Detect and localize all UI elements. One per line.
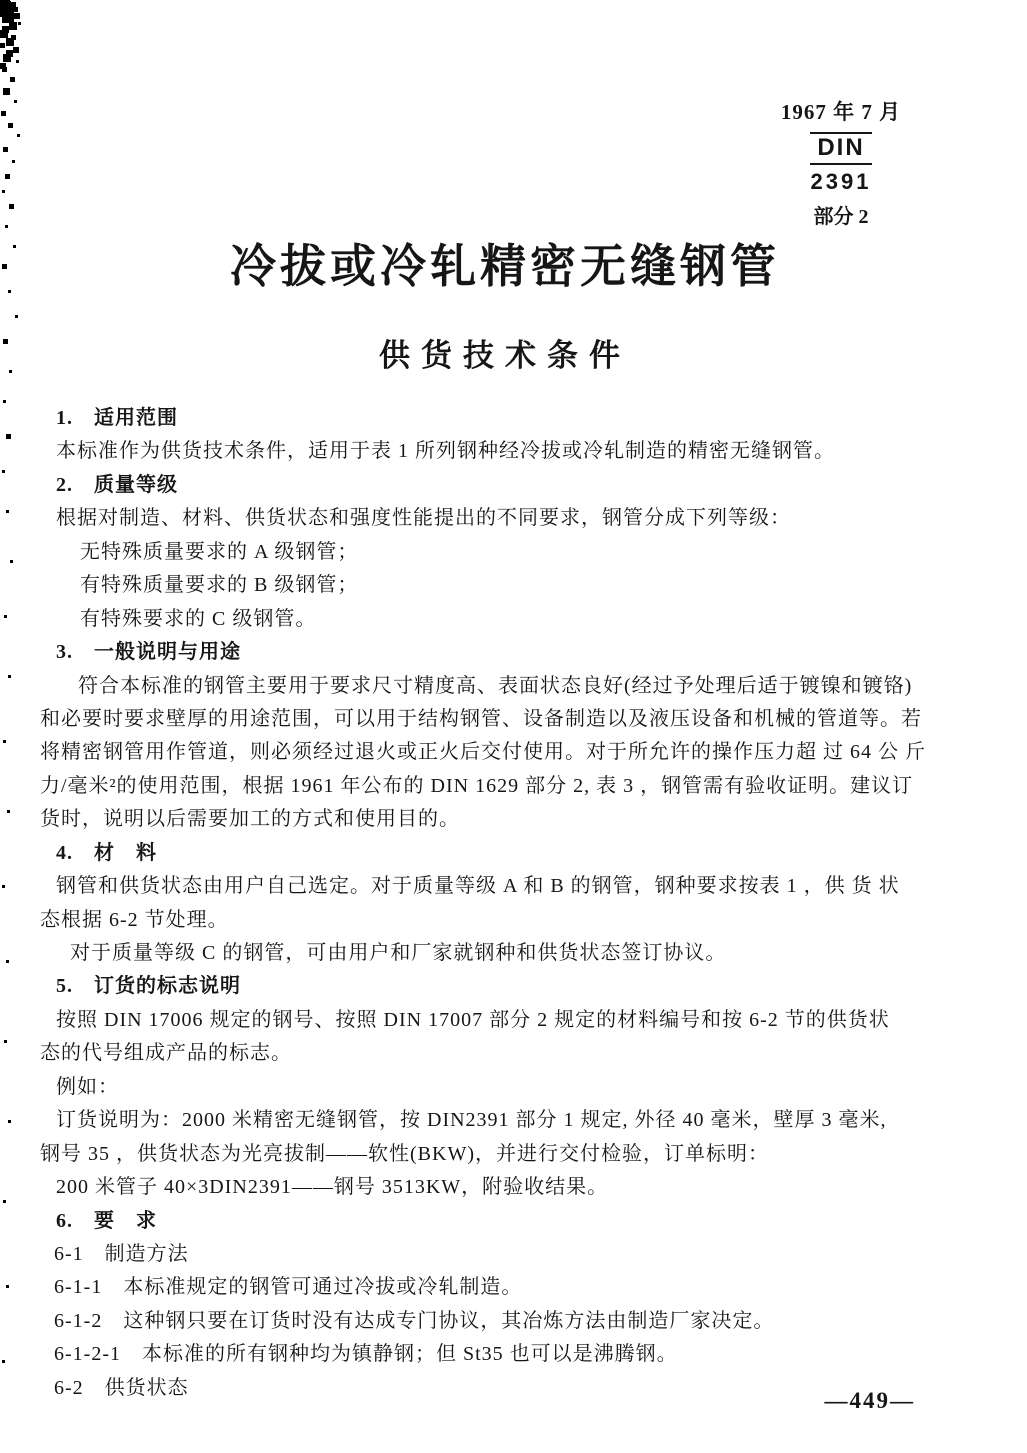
section-6-2-heading: 6-2 供货状态 <box>54 1376 189 1399</box>
standard-date: 1967 年 7 月 <box>780 100 902 124</box>
standard-number: 2391 <box>810 169 872 194</box>
standard-part: 部分 2 <box>813 206 869 228</box>
example-line-3: 200 米管子 40×3DIN2391——钢号 3513KW，附验收结果。 <box>56 1176 609 1199</box>
din-logo: DIN <box>810 132 871 165</box>
section-6-1-2: 6-1-2 这种钢只要在订货时没有达成专门协议，其冶炼方法由制造厂家决定。 <box>54 1309 775 1332</box>
section-3-line-5: 货时，说明以后需要加工的方式和使用目的。 <box>40 808 460 831</box>
section-3-heading: 3. 一般说明与用途 <box>56 641 241 664</box>
section-6-1-heading: 6-1 制造方法 <box>54 1242 189 1265</box>
standard-header-block <box>756 96 926 229</box>
section-1-paragraph: 本标准作为供货技术条件，适用于表 1 所列钢种经冷拔或冷轧制造的精密无缝钢管。 <box>56 440 835 463</box>
grade-c-item: 有特殊要求的 C 级钢管。 <box>80 607 317 630</box>
section-1-heading: 1. 适用范围 <box>56 407 178 429</box>
section-4-line-3: 对于质量等级 C 的钢管，可由用户和厂家就钢种和供货状态签订协议。 <box>70 942 727 964</box>
section-3-line-1: 符合本标准的钢管主要用于要求尺寸精度高、表面状态良好(经过予处理后适于镀镍和镀铬) <box>78 674 913 697</box>
scan-noise-left-edge <box>0 0 3 3</box>
section-6-1-1: 6-1-1 本标准规定的钢管可通过冷拔或冷轧制造。 <box>54 1276 523 1299</box>
section-2-paragraph: 根据对制造、材料、供货状态和强度性能提出的不同要求，钢管分成下列等级： <box>56 507 791 530</box>
document-body <box>40 402 990 1405</box>
grade-a-item: 无特殊质量要求的 A 级钢管； <box>80 540 359 563</box>
section-4-heading: 4. 材 料 <box>56 841 157 864</box>
example-line-2: 钢号 35 ，供货状态为光亮拔制——软性(BKW)，并进行交付检验，订单标明： <box>40 1142 769 1165</box>
section-4-line-1: 钢管和供货状态由用户自己选定。对于质量等级 A 和 B 的钢管，钢种要求按表 1 ，供 货 状 <box>56 875 900 898</box>
page-number: —449— <box>824 1388 915 1413</box>
section-5-line-2: 态的代号组成产品的标志。 <box>40 1042 292 1065</box>
example-label: 例如： <box>56 1075 119 1098</box>
section-6-heading: 6. 要 求 <box>56 1209 157 1232</box>
section-6-1-2-1: 6-1-2-1 本标准的所有钢种均为镇静钢；但 St35 也可以是沸腾钢。 <box>54 1343 678 1366</box>
example-line-1: 订货说明为：2000 米精密无缝钢管，按 DIN2391 部分 1 规定, 外径 40 毫米，壁厚 3 毫米, <box>56 1109 887 1132</box>
section-5-heading: 5. 订货的标志说明 <box>56 975 241 998</box>
document-title: 冷拔或冷轧精密无缝钢管 <box>230 241 780 292</box>
section-3-line-2: 和必要时要求壁厚的用途范围，可以用于结构钢管、设备制造以及液压设备和机械的管道等。若 <box>40 707 922 730</box>
section-5-line-1: 按照 DIN 17006 规定的钢号、按照 DIN 17007 部分 2 规定的材料编号和按 6-2 节的供货状 <box>56 1008 890 1031</box>
section-3-line-3: 将精密钢管用作管道，则必须经过退火或正火后交付使用。对于所允许的操作压力超 过 64 公 斤 <box>40 741 926 764</box>
document-subtitle: 供货技术条件 <box>379 338 631 373</box>
section-4-line-2: 态根据 6-2 节处理。 <box>40 908 229 931</box>
section-3-line-4: 力/毫米²的使用范围，根据 1961 年公布的 DIN 1629 部分 2, 表 3 ，钢管需有验收证明。建议订 <box>40 774 914 797</box>
grade-b-item: 有特殊质量要求的 B 级钢管； <box>80 574 359 597</box>
section-2-heading: 2. 质量等级 <box>56 473 178 496</box>
